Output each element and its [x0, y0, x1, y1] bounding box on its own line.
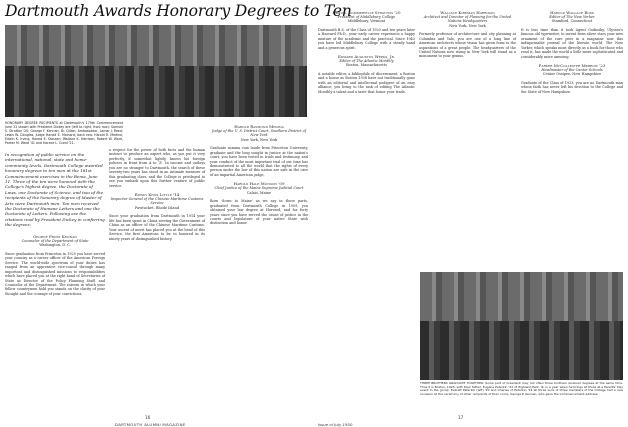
- citation-text: Since your graduation from Dartmouth in 1914 your life has been spent in China serving the Government of China as an officer of the Chinese Maritime Customs. Your ascent of merit has placed you at the head of this Service, the first American to be so honored in its ninety years of distinguished history.: [109, 214, 205, 241]
- honoree-title: Chief Justice of the Maine Supreme Judicial Court: [214, 186, 304, 191]
- issue-date: Issue of July 1950: [318, 422, 353, 427]
- citation-text: Graduate of the Class of 1923, you are no Dartmouth man whose faith has never left his devotion to the College and the State of New Hampshire.: [521, 80, 623, 94]
- honoree-name: Edwin Knox Little '14: [134, 192, 180, 198]
- honoree-place: New York, New York: [449, 23, 486, 28]
- group-photo-caption: HONORARY DEGREE RECIPIENTS at Dartmouth's 179th Commencement June 11 shown with President Dickey are (left to right, front row): Samuel S. Stratton '20; George F. Kennan; Dr. Dillon; Ambassador, Lamar J. Reed; Lewis W. Douglas, Judge Harold E. Mainard; back row: Harold R. Medina, Edwin K. Irving, Harold E. Stassen, Wallace K. Harrison, Robert W. Ward, Parker M. Ward '41 and Horace L. Gund '21.: [5, 121, 123, 145]
- three-brothers-photo: [420, 272, 623, 380]
- honoree-name: Harold Wallace Ross: [550, 10, 594, 15]
- recipients-group-photo: [5, 25, 307, 117]
- article-headline: Dartmouth Awards Honorary Degrees to Ten: [5, 2, 352, 20]
- citation-text: A notable editor, a bibliophile of discernment, a Boston and a house as Boston 1938 have not traditionally gone with an editorial and intellectual pedigree of an easy alliance; you bring to the task of editing The Atlantic Monthly a talent and a taste that honor your trade.: [318, 71, 415, 94]
- right-middle-column: [419, 6, 516, 61]
- page-number: 16: [145, 415, 151, 420]
- honoree-name: Harold Hale Munson '09: [233, 181, 285, 187]
- honoree-title: Counselor of the Department of State: [21, 239, 89, 243]
- honoree-place: Middlebury, Vermont: [347, 19, 386, 24]
- honoree-title: Headmaster of the Cantor Schools: [541, 67, 603, 72]
- honoree-name: Samuel Sommerville Stratton '20: [332, 10, 401, 15]
- honoree-place: Center Ossipee, New Hampshire: [542, 72, 602, 77]
- citation-text: Graduate summa cum laude from Princeton University, graduate and the long sought in justice at the nation's court, you have been tested in trials and testimony, and your conduct of the most important trial of our time has demonstrated to all the world that the rights of every person under the law of this nation are safe in the care of an impartial American judge.: [210, 146, 308, 177]
- right-page: [318, 0, 623, 427]
- three-brothers-caption: THREE BROTHERS GRADUATE TOGETHER: Some part of president may not often three brothers received degrees at the same time. Thus it is Boston, 1923, with their father, Eugene Peterkin '22 of Highland Park, Ill. in a year when he brings all three at a Parents' Day event in the group: Everett Peterkin (left) '20 and Charles of Peterkin '24 all three sons of three members of the College had a rare occasion at the ceremony of other recipients of their uncle, George P. Kennan, who gave the Commencement address.: [420, 381, 623, 397]
- honoree-name: Parker McCollester Merrow '23: [538, 62, 606, 68]
- honoree-name: Harold Raymond Medina: [234, 124, 284, 129]
- honoree-place: Calais, Maine: [246, 190, 272, 195]
- honoree-title: President of Middlebury College: [337, 15, 396, 19]
- right-left-column: [318, 6, 415, 96]
- citation-text: It is less time than it took Agent Godinsky, Ulysses's famous old typewriter, to invent from silver stars your new ornament of the rare peer in a magazine now this indispensable journal of the literate world. The New Yorker, which speaks most directly as a book for those who read it, has made the world a little more sophisticated and considerably more amusing.: [521, 27, 623, 59]
- honoree-place: Pawtucket, Rhode Island: [134, 205, 180, 210]
- honoree-title: Editor of The Atlantic Monthly: [339, 59, 394, 64]
- citation-continued: a respect for the power of both facts and the human instinct to produce an expert who, as you put it very perfectly, if somewhat lightly, knows his foreign policies in front from A to 'Z'. In income and outlays you are no stranger to Dartmouth. the search of these seventy-two years has stood in an intimate measure of this graduating class, and the College is privileged to see you embark upon this further venture of public service.: [109, 148, 205, 188]
- citation-text: Formerly professor of architecture and city planning at Columbia and Yale, you are one of a long line of American architects whose vision has given form to the aspirations of a great people. The headquarters of the United Nations now rising in New York will stand as a monument to your genius.: [419, 32, 516, 59]
- honoree-title: Editor of The New Yorker: [549, 15, 595, 19]
- citation-text: Since graduation from Princeton in 1925 you have served your country as a career officer of the American Foreign Service. The world-wide spectrum of your duties has ranged from an apprentice vice-consul through many important and distinguished missions to responsibilities which have placed you at the right hand of Secretaries of State as Director of the Policy Planning Staff, and Counselor of the Department. The esteem in which your fellow countrymen hold you stands on the clarity of your thought and the courage of your convictions.: [5, 251, 105, 296]
- left-right-column: [210, 120, 308, 228]
- page-number: 17: [458, 415, 464, 420]
- citation-text: Dartmouth B.S. of the Class of 1920 and ten years later a Harvard Ph.D., your early career represents a happy mixture of the academic and the practical. Since 1943 you have led Middlebury College with a steady hand and a generous spirit.: [318, 27, 415, 50]
- article-intro: In recognition of public service on the international, national, state and home-community levels, Dartmouth College awarded honorary degrees to ten men at the 181st Commencement exercises in the Bema, June 11. Three of the ten were honored with the College's highest degree, the Doctorate of Laws, one Doctorate of Science, and two of the recipients of the honorary degree of Master of Arts were Dartmouth men. Ten men received the Doctorate of Humane Letters and one the Doctorate of Letters. Following are the citations read by President Dickey in conferring the degrees:: [5, 152, 105, 228]
- honoree-kennan: [5, 230, 105, 298]
- honoree-title: Architect and Director of Planning for the United Nations Headquarters: [423, 15, 512, 24]
- honoree-name: George Frost Kennan: [32, 234, 77, 239]
- honoree-name: Wallace Kirkman Harrison: [440, 10, 495, 15]
- honoree-place: Boston, Massachusetts: [346, 63, 387, 68]
- right-right-column: [521, 6, 623, 96]
- honoree-place: Stamford, Connecticut: [551, 19, 593, 24]
- magazine-name: DARTMOUTH ALUMNI MAGAZINE: [115, 422, 186, 427]
- honoree-title: Inspector General of the Chinese Maritime Customs Service: [110, 197, 204, 206]
- left-middle-column: [109, 148, 205, 243]
- honoree-name: Edward Augustus Weeks, Jr.: [337, 54, 396, 60]
- citation-text: Born 'down to Maine' as we say in those parts, graduated from Dartmouth College in 1909, you obtained your law degree at Harvard, and for forty years since you have served the cause of justice in the courts and legislature of your native State with distinction and honor.: [210, 199, 308, 226]
- honoree-place: New York, New York: [240, 137, 278, 142]
- honoree-title: Judge of the U. S. District Court, Southern District of New York: [211, 129, 307, 138]
- honoree-place: Washington, D. C.: [39, 243, 71, 248]
